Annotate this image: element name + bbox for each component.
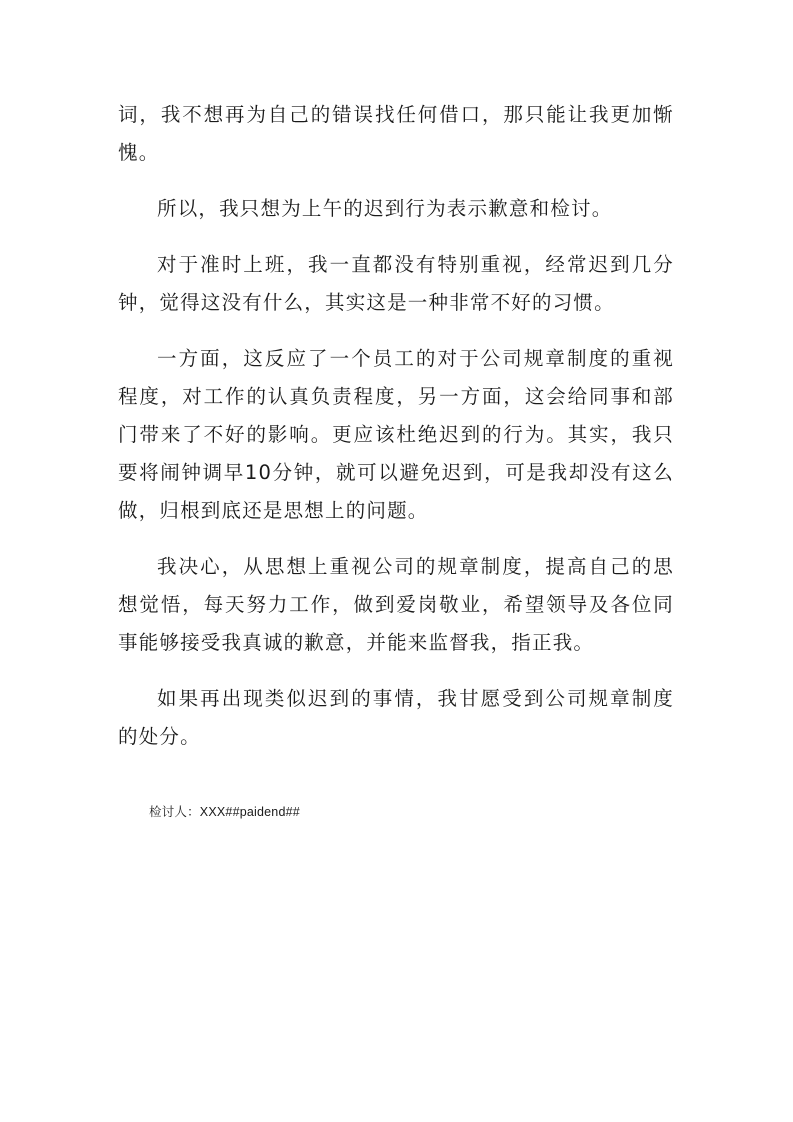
paragraph-apology: 所以，我只想为上午的迟到行为表示歉意和检讨。 [157,197,613,220]
paragraph-consequence: 如果再出现类似迟到的事情，我甘愿受到公司规章制度的处分。 [118,687,674,748]
paragraph-continuation: 词，我不想再为自己的错误找任何借口，那只能让我更加惭愧。 [118,103,674,164]
paragraph-resolution: 我决心，从思想上重视公司的规章制度，提高自己的思想觉悟，每天努力工作，做到爱岗敬业，希望领导及各位同事能够接受我真诚的歉意，并能来监督我，指正我。 [118,555,674,654]
document-body [118,96,674,774]
paragraph-impact: 一方面，这反应了一个员工的对于公司规章制度的重视程度，对工作的认真负责程度，另一方面，这会给同事和部门带来了不好的影响。更应该杜绝迟到的行为。其实，我只要将闹钟调早10分钟，就可以避免迟到，可是我却没有这么做，归根到底还是思想上的问题。 [118,347,674,522]
signature-line: 检讨人：XXX##paidend## [149,805,300,819]
paragraph-punctuality: 对于准时上班，我一直都没有特别重视，经常迟到几分钟，觉得这没有什么，其实这是一种非常不好的习惯。 [118,253,674,314]
